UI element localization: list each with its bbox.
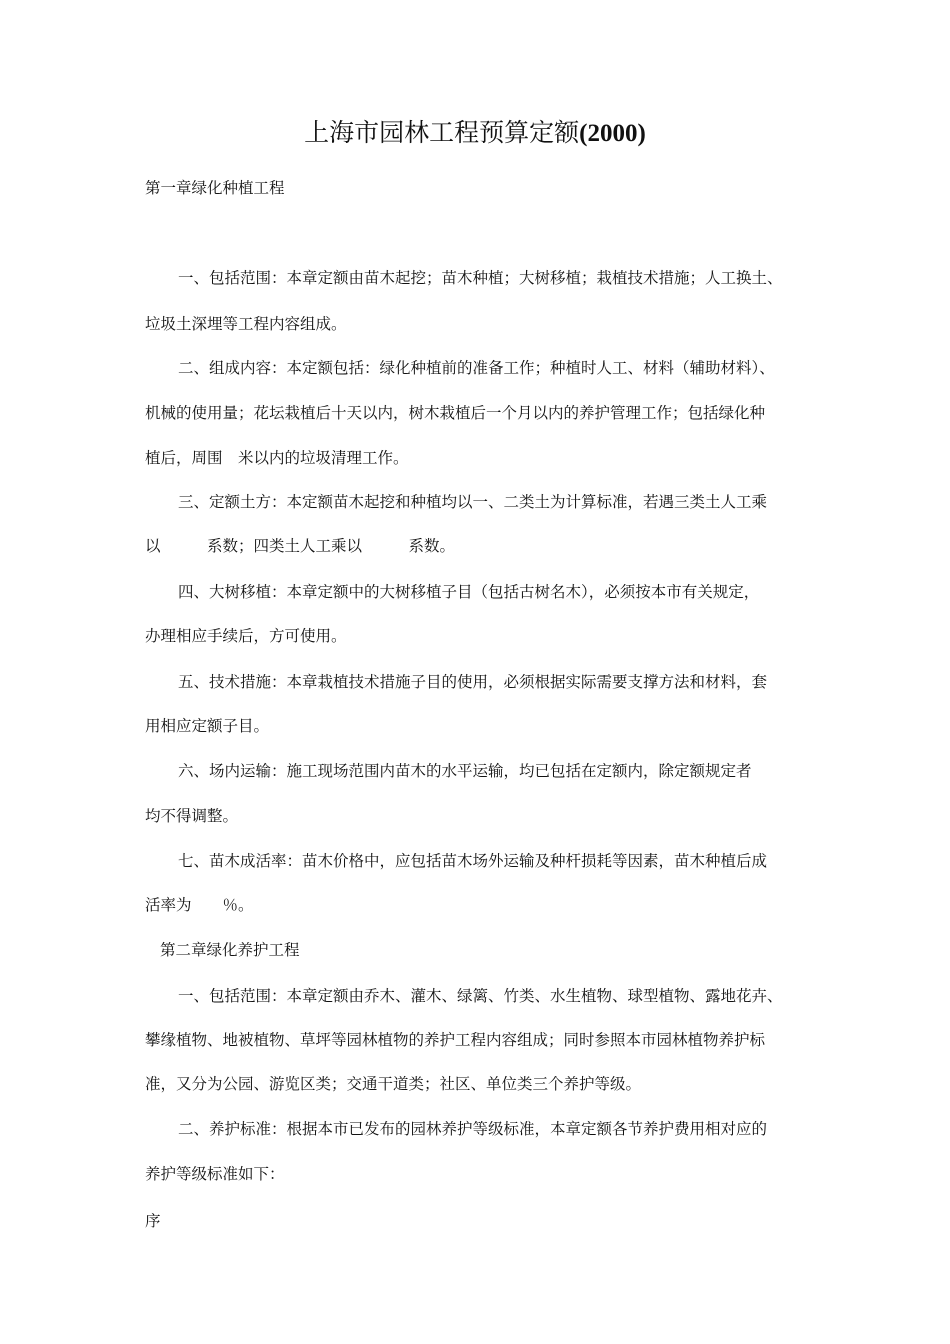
ch1-p7-line2: 活率为 ％。 (145, 896, 254, 914)
chapter2-heading: 第二章绿化养护工程 (160, 941, 300, 959)
ch2-p1-line2: 攀缘植物、地被植物、草坪等园林植物的养护工程内容组成；同时参照本市园林植物养护标 (145, 1031, 766, 1049)
ch1-p6-line1: 六、场内运输：施工现场范围内苗木的水平运输，均已包括在定额内，除定额规定者 (178, 762, 752, 780)
chapter1-heading: 第一章绿化种植工程 (145, 179, 285, 197)
table-header-seq: 序 (145, 1212, 161, 1230)
ch1-p5-line2: 用相应定额子目。 (145, 717, 270, 735)
ch2-p2-line1: 二、养护标准：根据本市已发布的园林养护等级标准，本章定额各节养护费用相对应的 (178, 1120, 768, 1138)
title-text: 上海市园林工程预算定额 (304, 118, 580, 147)
ch1-p6-line2: 均不得调整。 (145, 807, 239, 825)
ch1-p1-line1: 一、包括范围：本章定额由苗木起挖；苗木种植；大树移植；栽植技术措施；人工换土、 (178, 269, 783, 287)
ch1-p4-line1: 四、大树移植：本章定额中的大树移植子目（包括古树名木），必须按本市有关规定， (178, 583, 760, 601)
ch1-p4-line2: 办理相应手续后，方可使用。 (145, 627, 347, 645)
ch2-p1-line3: 准，又分为公园、游览区类；交通干道类；社区、单位类三个养护等级。 (145, 1075, 642, 1093)
ch2-p1-line1: 一、包括范围：本章定额由乔木、灌木、绿篱、竹类、水生植物、球型植物、露地花卉、 (178, 987, 783, 1005)
ch1-p2-line3: 植后，周围 米以内的垃圾清理工作。 (145, 449, 409, 467)
title-year: (2000) (579, 120, 646, 147)
ch1-p7-line1: 七、苗木成活率：苗木价格中，应包括苗木场外运输及种杆损耗等因素，苗木种植后成 (178, 852, 768, 870)
ch1-p1-line2: 垃圾土深埋等工程内容组成。 (145, 315, 347, 333)
ch1-p2-line1: 二、组成内容：本定额包括：绿化种植前的准备工作；种植时人工、材料（辅助材料）、 (178, 359, 775, 377)
ch2-p2-line2: 养护等级标准如下： (145, 1165, 285, 1183)
ch1-p2-line2: 机械的使用量；花坛栽植后十天以内，树木栽植后一个月以内的养护管理工作；包括绿化种 (145, 404, 766, 422)
ch1-p3-line1: 三、定额土方：本定额苗木起挖和种植均以一、二类土为计算标准，若遇三类土人工乘 (178, 493, 768, 511)
document-title (0, 116, 950, 151)
ch1-p5-line1: 五、技术措施：本章栽植技术措施子目的使用，必须根据实际需要支撑方法和材料，套 (178, 673, 768, 691)
ch1-p3-line2: 以 系数；四类土人工乘以 系数。 (145, 537, 456, 555)
